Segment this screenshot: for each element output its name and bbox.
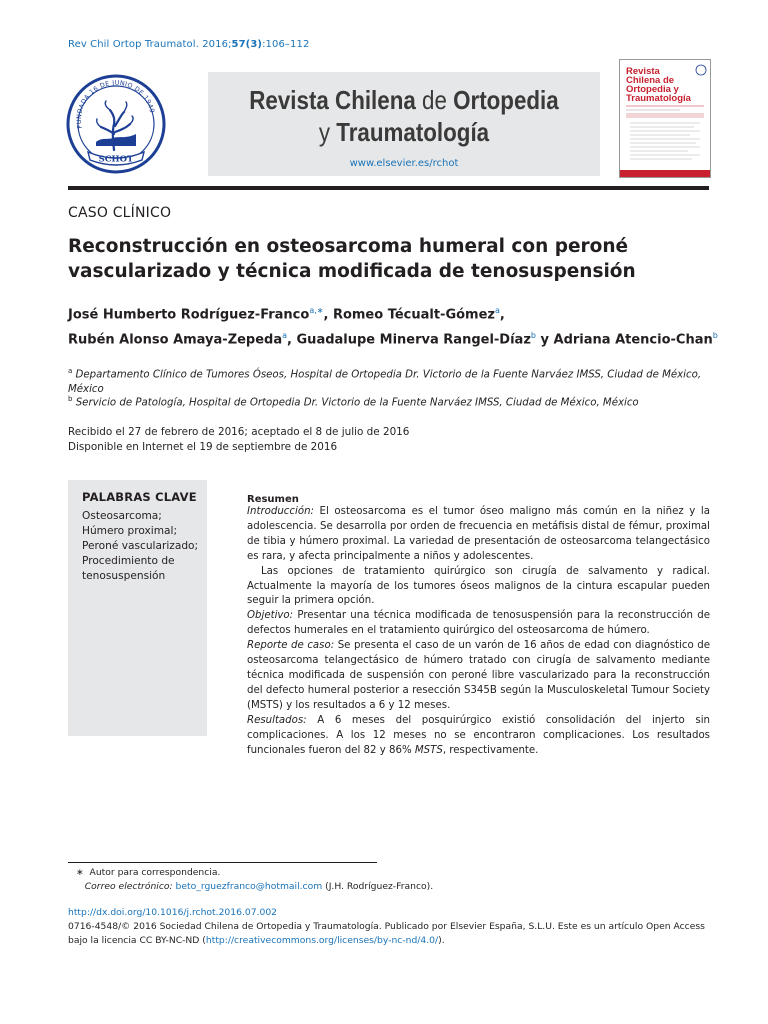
society-logo [66, 74, 166, 174]
affiliation-link[interactable]: a [282, 331, 288, 341]
corresponding-author-note: ∗ Autor para correspondencia. [76, 867, 221, 878]
author-name: Guadalupe Minerva Rangel-Díaz [296, 332, 531, 348]
author-name: Rubén Alonso Amaya-Zepeda [68, 332, 283, 348]
copyright-notice: 0716-4548/© 2016 Sociedad Chilena de Ortopedia y Traumatología. Publicado por Elsevier España, S.L.U. Este es un artículo Open Access bajo la licencia CC BY-NC-ND (http://creativecommons.org/licenses/by-nc-nd/4.0/). [68, 921, 705, 946]
journal-url-link[interactable]: www.elsevier.es/rchot [349, 158, 459, 169]
abstract-para2: Las opciones de tratamiento quirúrgico son cirugía de salvamento y radical. Actualmente la mayoría de los tumores óseos malignos de la cintura escapular pueden seguir la primera opción. [247, 565, 710, 607]
license-link[interactable]: http://creativecommons.org/licenses/by-nc-nd/4.0/ [205, 935, 439, 946]
svg-text:Chilena de: Chilena de [626, 75, 675, 86]
keyword-item: tenosuspensión [82, 570, 166, 582]
svg-text:FUNDADA 16 DE JUNIO DE 1949: FUNDADA 16 DE JUNIO DE 1949 [75, 79, 156, 129]
article-dates: Recibido el 27 de febrero de 2016; aceptado el 8 de julio de 2016 Disponible en Internet el 19 de septiembre de 2016 [68, 426, 410, 453]
keyword-item: Húmero proximal; [82, 525, 178, 537]
affiliation-b: $^b$ Servicio de Patología, Hospital de Ortopedia Dr. Victorio de la Fuente Narváez IMSS, Ciudad de México, México [68, 395, 639, 409]
email-link[interactable]: beto_rguezfranco@hotmail.com [175, 881, 323, 892]
keyword-item: Procedimiento de [82, 555, 175, 567]
svg-text:SCHOT: SCHOT [98, 154, 134, 165]
abstract-heading: Resumen [247, 494, 299, 505]
keywords-heading: PALABRAS CLAVE [82, 490, 197, 504]
journal-title-line2: y Traumatología [318, 117, 490, 147]
abstract-results: Resultados: A 6 meses del posquirúrgico existió consolidación del injerto sin complicaciones. A los 12 meses no se encontraron complicaciones. Los resultados funcionales fueron del 82 y 86% MSTS, respectivamente. [247, 714, 710, 756]
abstract-body [247, 505, 710, 758]
abstract-case: Reporte de caso: Se presenta el caso de un varón de 16 años de edad con diagnóstico de osteosarcoma telangectásico de húmero tratado con cirugía de salvamento mediante técnica modificada de suspensión con peroné libre vascularizado para la reconstrucción del defecto humeral posterior a resección S345B según la Musculoskeletal Tumour Society (MSTS) y los resultados a 6 y 12 meses. [247, 640, 710, 711]
journal-cover-thumbnail [619, 59, 711, 178]
keyword-item: Peroné vascularizado; [82, 540, 199, 552]
header-rule [68, 186, 709, 190]
abstract-objective: Objetivo: Presentar una técnica modificada de tenosuspensión para la reconstrucción de defectos humerales en el tratamiento quirúrgico del osteosarcoma de húmero. [247, 610, 710, 637]
affiliation-link[interactable]: a,∗ [309, 306, 324, 315]
affiliation-link[interactable]: b [530, 331, 536, 341]
author-name: José Humberto Rodríguez-Franco [68, 307, 310, 323]
journal-citation[interactable]: Rev Chil Ortop Traumatol. 2016;57(3):106–112 [68, 39, 310, 50]
affiliation-link[interactable]: b [712, 331, 718, 341]
affiliation-a: $^a$ Departamento Clínico de Tumores Óseos, Hospital de Ortopedia Dr. Victorio de la Fuente Narváez IMSS, Ciudad de México, México [68, 367, 702, 396]
svg-text:Revista: Revista [626, 66, 660, 77]
keywords-list [82, 509, 198, 584]
journal-title-line1: Revista Chilena de Ortopedia [249, 85, 559, 115]
article-title: Reconstrucción en osteosarcoma humeral con peroné vascularizado y técnica modificada de tenosuspensión [68, 236, 636, 282]
author-name: Romeo Técualt-Gómez [332, 307, 495, 323]
keyword-item: Osteosarcoma; [82, 510, 162, 522]
svg-text:Ortopedia y: Ortopedia y [626, 84, 679, 95]
author-list: José Humberto Rodríguez-Franco$^{a,∗}$, Romeo Técualt-Gómez$^a$, Rubén Alonso Amaya-Zepeda$^a$, Guadalupe Minerva Rangel-Díaz$^b$ y Adriana Atencio-Chan$^b$ [68, 306, 718, 348]
affiliation-link[interactable]: a [495, 306, 500, 315]
author-name: Adriana Atencio-Chan [553, 332, 713, 348]
abstract-intro: Introducción: El osteosarcoma es el tumor óseo maligno más común en la niñez y la adolescencia. Se desarrolla por orden de frecuencia en metáfisis distal de fémur, proximal de tibia y húmero proximal. La variedad de presentación de osteosarcoma telangectásico es rara, y afecta principalmente a niños y adolescentes. [247, 506, 710, 562]
doi-link[interactable]: http://dx.doi.org/10.1016/j.rchot.2016.07.002 [68, 907, 278, 918]
section-label: CASO CLÍNICO [68, 205, 172, 221]
email-note: Correo electrónico: beto_rguezfranco@hotmail.com (J.H. Rodríguez-Franco). [84, 881, 434, 892]
footnote-rule [68, 862, 377, 863]
svg-text:Traumatología: Traumatología [626, 93, 691, 104]
